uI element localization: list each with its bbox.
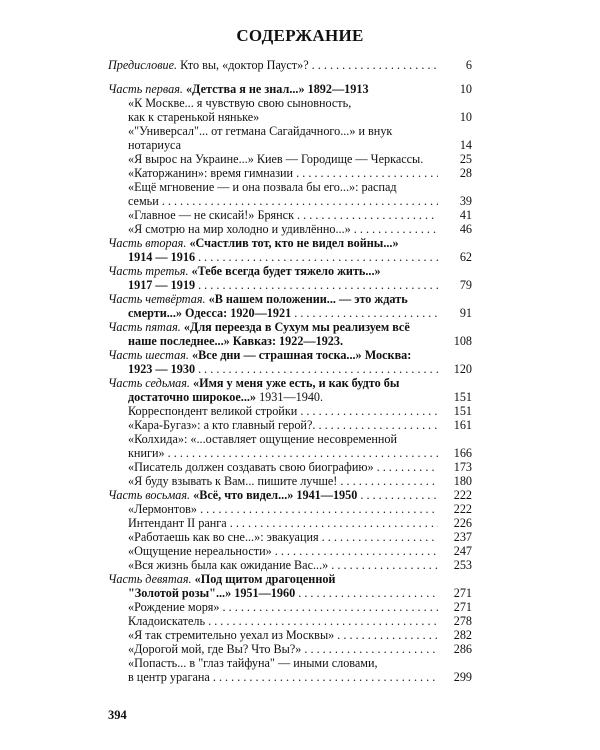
toc-entry-text: «Ощущение нереальности» bbox=[128, 544, 272, 558]
toc-page-number: 151 bbox=[453, 404, 472, 418]
toc-entry-text: «Для переезда в Сухум мы реализуем всё bbox=[180, 320, 410, 334]
toc-entry-text: «В нашем положении... — это ждать bbox=[205, 292, 408, 306]
toc-entry-text: Часть пятая. bbox=[108, 320, 181, 334]
toc-entry-text: «Всё, что видел...» 1941—1950 bbox=[190, 488, 358, 502]
toc-entry-text: Часть первая. bbox=[108, 82, 183, 96]
toc-entry-text: «Лермонтов» bbox=[128, 502, 198, 516]
toc-entry-text: «Детства я не знал...» 1892—1913 bbox=[182, 82, 369, 96]
toc-page-number: 222 bbox=[453, 488, 472, 502]
toc-chapter-entry bbox=[108, 642, 472, 656]
dot-leader bbox=[220, 600, 439, 614]
toc-page-number: 120 bbox=[453, 362, 472, 376]
toc-page-number: 6 bbox=[465, 58, 472, 72]
toc-part-entry bbox=[108, 488, 472, 502]
toc-entry-text: достаточно широкое...» bbox=[128, 390, 257, 404]
toc-page-number: 173 bbox=[453, 460, 472, 474]
dot-leader bbox=[227, 516, 438, 530]
toc-entry-text: «Я так стремительно уехал из Москвы» bbox=[128, 628, 335, 642]
toc-entry-text: «Я вырос на Украине...» Киев — Городище — Черкассы. bbox=[128, 152, 424, 166]
toc-entry-text: «Дорогой мой, где Вы? Что Вы?» bbox=[128, 642, 302, 656]
toc-page-number: 108 bbox=[453, 334, 472, 348]
dot-leader bbox=[165, 446, 438, 460]
toc-entry-text: «Писатель должен создавать свою биографию» bbox=[128, 460, 374, 474]
dot-leader bbox=[334, 628, 438, 642]
toc-part-entry bbox=[108, 572, 472, 600]
toc-page-number: 10 bbox=[459, 110, 472, 124]
toc-chapter-entry bbox=[108, 656, 472, 684]
toc-page-number: 286 bbox=[453, 642, 472, 656]
dot-leader bbox=[159, 194, 438, 208]
toc-chapter-entry bbox=[108, 614, 472, 628]
toc-part-entry bbox=[108, 320, 472, 348]
toc-entry-text: Часть седьмая. bbox=[108, 376, 190, 390]
toc-page-number: 28 bbox=[459, 166, 472, 180]
toc-chapter-entry bbox=[108, 516, 472, 530]
toc-chapter-entry bbox=[108, 432, 472, 460]
dot-leader bbox=[309, 58, 438, 72]
page-title: СОДЕРЖАНИЕ bbox=[236, 26, 364, 45]
toc-entry-text: «Под щитом драгоценной bbox=[191, 572, 336, 586]
toc-page-number: 180 bbox=[453, 474, 472, 488]
toc-entry-text: «Я буду взывать к Вам... пишите лучше! bbox=[128, 474, 338, 488]
toc-entry-text: «Рождение моря» bbox=[128, 600, 220, 614]
toc-chapter-entry bbox=[108, 166, 472, 180]
toc-chapter-entry bbox=[108, 474, 472, 488]
toc-entry-text: "Золотой розы"...» 1951—1960 bbox=[128, 586, 296, 600]
dot-leader bbox=[195, 362, 438, 376]
toc-page-number: 282 bbox=[453, 628, 472, 642]
toc-entry-text: Часть вторая. bbox=[108, 236, 187, 250]
toc-entry-text: 1914 — 1916 bbox=[128, 250, 196, 264]
dot-leader bbox=[319, 530, 438, 544]
toc-page-number: 91 bbox=[459, 306, 472, 320]
toc-page-number: 247 bbox=[453, 544, 472, 558]
toc-chapter-entry bbox=[108, 558, 472, 572]
toc-page-number: 39 bbox=[459, 194, 472, 208]
toc-page-number: 271 bbox=[453, 586, 472, 600]
toc-page-number: 237 bbox=[453, 530, 472, 544]
dot-leader bbox=[205, 614, 438, 628]
toc-entry-text: «Все дни — страшная тоска...» Москва: bbox=[188, 348, 412, 362]
dot-leader bbox=[297, 404, 438, 418]
toc-chapter-entry bbox=[108, 628, 472, 642]
dot-leader bbox=[195, 250, 438, 264]
dot-leader bbox=[197, 502, 438, 516]
toc-entry-text: «Я смотрю на мир холодно и удивлённо...» bbox=[128, 222, 351, 236]
table-of-contents bbox=[108, 58, 472, 684]
dot-leader bbox=[272, 544, 438, 558]
toc-chapter-entry bbox=[108, 96, 472, 124]
toc-entry-text: Интендант II ранга bbox=[128, 516, 227, 530]
toc-page-number: 222 bbox=[453, 502, 472, 516]
toc-page-number: 271 bbox=[453, 600, 472, 614]
toc-entry-text: как к старенькой няньке» bbox=[128, 110, 260, 124]
toc-page-number: 278 bbox=[453, 614, 472, 628]
toc-entry-text: «Кара-Бугаз»: а кто главный герой?. bbox=[128, 418, 316, 432]
section-gap bbox=[108, 72, 472, 82]
toc-entry-text: «Главное — не скисай!» Брянск bbox=[128, 208, 294, 222]
toc-entry-text: книги» bbox=[128, 446, 165, 460]
dot-leader bbox=[374, 460, 438, 474]
toc-page-number: 41 bbox=[459, 208, 472, 222]
toc-part-entry bbox=[108, 292, 472, 320]
dot-leader bbox=[351, 222, 438, 236]
toc-part-entry bbox=[108, 264, 472, 292]
dot-leader bbox=[328, 558, 438, 572]
toc-chapter-entry bbox=[108, 418, 472, 432]
toc-entry-text: Часть восьмая. bbox=[108, 488, 191, 502]
toc-entry-text: «К Москве... я чувствую свою сыновность, bbox=[128, 96, 352, 110]
toc-page-number: 79 bbox=[459, 278, 472, 292]
toc-entry-text: Кто вы, «доктор Пауст»? bbox=[177, 58, 309, 72]
dot-leader bbox=[195, 278, 438, 292]
toc-chapter-entry bbox=[108, 544, 472, 558]
dot-leader bbox=[357, 488, 438, 502]
toc-entry-text: «"Универсал"... от гетмана Сагайдачного...» и внук bbox=[128, 124, 393, 138]
dot-leader bbox=[295, 586, 438, 600]
toc-entry-text: «Ещё мгновение — и она позвала бы его...»: распад bbox=[128, 180, 397, 194]
toc-page-number: 299 bbox=[453, 670, 472, 684]
page-number: 394 bbox=[108, 708, 127, 722]
toc-page-number: 151 bbox=[453, 390, 472, 404]
toc-entry-text: Часть шестая. bbox=[108, 348, 189, 362]
toc-chapter-entry bbox=[108, 180, 472, 208]
toc-chapter-entry bbox=[108, 208, 472, 222]
toc-entry-text: 1917 — 1919 bbox=[128, 278, 196, 292]
dot-leader bbox=[210, 670, 438, 684]
toc-entry-text: 1923 — 1930 bbox=[128, 362, 196, 376]
toc-part-entry bbox=[108, 348, 472, 376]
toc-page-number: 62 bbox=[459, 250, 472, 264]
toc-chapter-entry bbox=[108, 530, 472, 544]
toc-part-entry bbox=[108, 58, 472, 72]
toc-part-entry bbox=[108, 82, 472, 96]
toc-page-number: 161 bbox=[453, 418, 472, 432]
toc-entry-text: Предисловие. bbox=[108, 58, 178, 72]
dot-leader bbox=[293, 166, 438, 180]
dot-leader bbox=[337, 474, 438, 488]
toc-page-number: 10 bbox=[459, 82, 472, 96]
dot-leader bbox=[294, 208, 438, 222]
toc-page-number: 166 bbox=[453, 446, 472, 460]
toc-entry-text: Часть девятая. bbox=[108, 572, 192, 586]
toc-entry-text: семьи bbox=[128, 194, 159, 208]
toc-entry-text: «Имя у меня уже есть, и как будто бы bbox=[189, 376, 400, 390]
toc-entry-text: «Попасть... в "глаз тайфуна" — иными словами, bbox=[128, 656, 378, 670]
toc-page-number: 253 bbox=[453, 558, 472, 572]
toc-page-number: 226 bbox=[453, 516, 472, 530]
toc-page-number: 14 bbox=[459, 138, 472, 152]
toc-part-entry bbox=[108, 236, 472, 264]
toc-entry-text: наше последнее...» Кавказ: 1922—1923. bbox=[128, 334, 344, 348]
toc-page-number: 46 bbox=[459, 222, 472, 236]
toc-page-number: 25 bbox=[459, 152, 472, 166]
toc-entry-text: «Вся жизнь была как ожидание Вас...» bbox=[128, 558, 329, 572]
toc-entry-text: «Работаешь как во сне...»: эвакуация bbox=[128, 530, 319, 544]
toc-entry-text: Часть четвёртая. bbox=[108, 292, 206, 306]
toc-chapter-entry bbox=[108, 222, 472, 236]
toc-entry-text: «Тебе всегда будет тяжело жить...» bbox=[188, 264, 381, 278]
toc-entry-text: нотариуса bbox=[128, 138, 182, 152]
toc-entry-text: «Каторжанин»: время гимназии bbox=[128, 166, 294, 180]
toc-entry-text: Часть третья. bbox=[108, 264, 189, 278]
dot-leader bbox=[291, 306, 438, 320]
toc-chapter-entry bbox=[108, 600, 472, 614]
toc-chapter-entry bbox=[108, 404, 472, 418]
toc-entry-text: в центр урагана bbox=[128, 670, 210, 684]
dot-leader bbox=[301, 642, 438, 656]
toc-entry-text: смерти...» Одесса: 1920—1921 bbox=[128, 306, 292, 320]
dot-leader bbox=[315, 418, 438, 432]
toc-entry-text: Корреспондент великой стройки bbox=[128, 404, 298, 418]
toc-part-entry bbox=[108, 376, 472, 404]
toc-entry-text: «Колхида»: «...оставляет ощущение несовременной bbox=[128, 432, 398, 446]
toc-chapter-entry bbox=[108, 152, 472, 166]
toc-chapter-entry bbox=[108, 502, 472, 516]
toc-chapter-entry bbox=[108, 124, 472, 152]
toc-entry-text: Кладоискатель bbox=[128, 614, 206, 628]
toc-chapter-entry bbox=[108, 460, 472, 474]
toc-entry-text: 1931—1940. bbox=[256, 390, 324, 404]
toc-entry-text: «Счастлив тот, кто не видел войны...» bbox=[186, 236, 399, 250]
